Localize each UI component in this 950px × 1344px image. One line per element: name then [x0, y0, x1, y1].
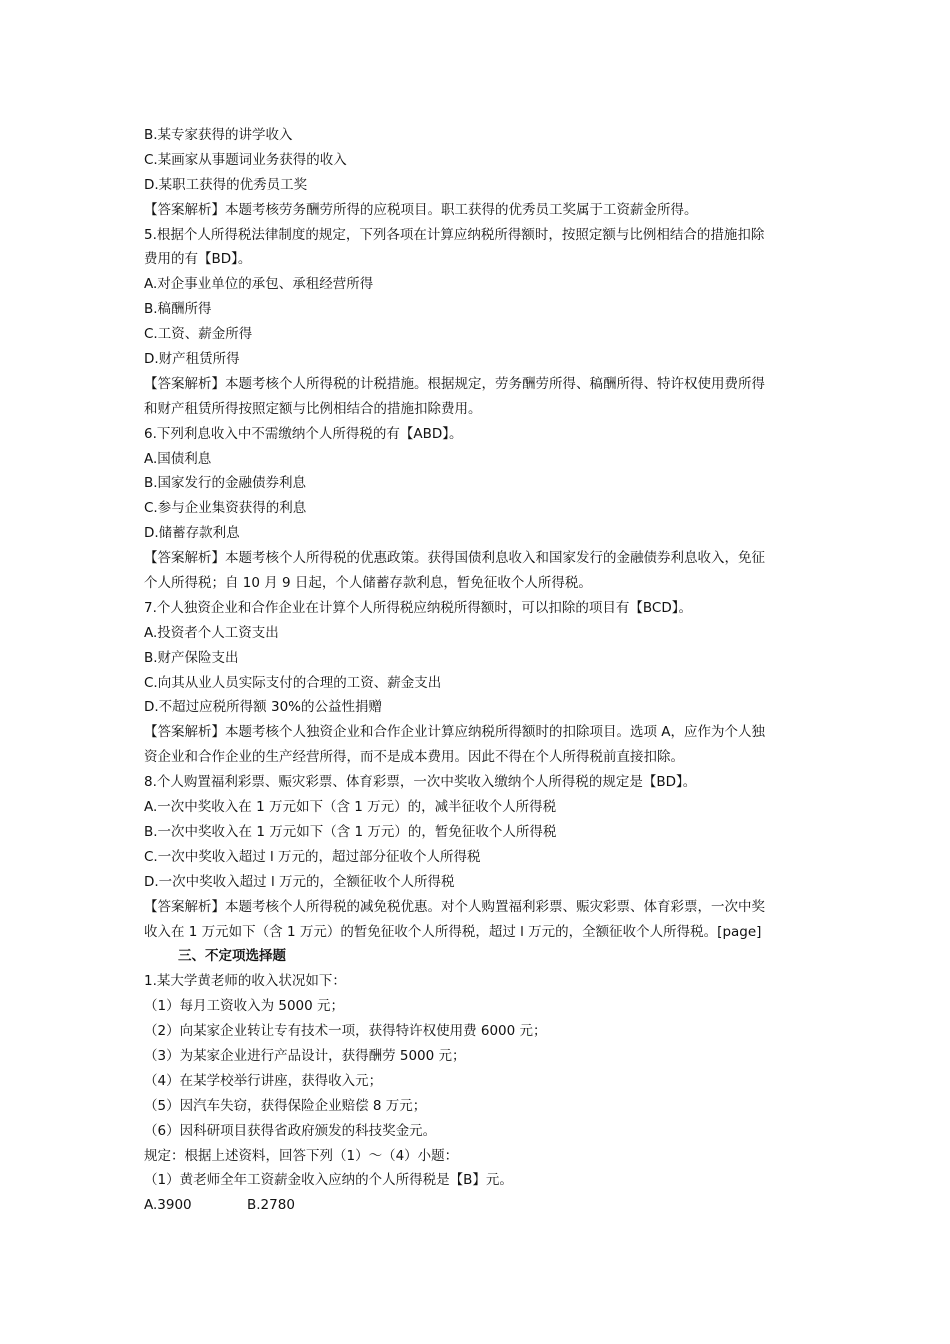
answer-explanation: 【答案解析】本题考核个人所得税的减免税优惠。对个人购置福利彩票、赈灾彩票、体育彩票，一次中奖	[144, 898, 765, 915]
case-intro: 1.某大学黄老师的收入状况如下：	[144, 973, 346, 990]
option-b: B.财产保险支出	[144, 649, 239, 666]
case-item: （1）每月工资收入为 5000 元；	[144, 998, 345, 1015]
case-item: （3）为某家企业进行产品设计，获得酬劳 5000 元；	[144, 1047, 466, 1064]
option-b: B.一次中奖收入在 1 万元如下（含 1 万元）的，暂免征收个人所得税	[144, 823, 557, 840]
options-row	[144, 1193, 812, 1218]
answer-explanation: 【答案解析】本题考核个人独资企业和合作企业计算应纳税所得额时的扣除项目。选项 A，应作为个人独	[144, 724, 766, 741]
case-item: （6）因科研项目获得省政府颁发的科技奖金元。	[144, 1122, 437, 1139]
case-requirement: 规定：根据上述资料，回答下列（1）～（4）小题：	[144, 1147, 459, 1164]
answer-explanation-cont: 和财产租赁所得按照定额与比例相结合的措施扣除费用。	[144, 400, 482, 417]
option-a: A.3900	[144, 1197, 192, 1214]
option-a: A.投资者个人工资支出	[144, 624, 279, 641]
option-b: B.稿酬所得	[144, 301, 212, 318]
option-c: C.一次中奖收入超过 l 万元的，超过部分征收个人所得税	[144, 848, 481, 865]
answer-explanation: 【答案解析】本题考核劳务酬劳所得的应税项目。职工获得的优秀员工奖属于工资薪金所得。	[144, 201, 698, 218]
case-item: （2）向某家企业转让专有技术一项，获得特许权使用费 6000 元；	[144, 1023, 547, 1040]
question-5-cont: 费用的有【BD】。	[144, 251, 252, 268]
option-a: A.国债利息	[144, 450, 212, 467]
option-d: D.储蓄存款利息	[144, 525, 240, 542]
answer-explanation-cont: 资企业和合作企业的生产经营所得，而不是成本费用。因此不得在个人所得税前直接扣除。	[144, 749, 684, 766]
document-page	[144, 123, 812, 1218]
answer-explanation-cont: 个人所得税；自 10 月 9 日起，个人储蓄存款利息，暂免征收个人所得税。	[144, 575, 592, 592]
answer-explanation-cont: 收入在 1 万元如下（含 1 万元）的暂免征收个人所得税，超过 l 万元的，全额征收个人所得税。[page]	[144, 923, 762, 940]
question-8: 8.个人购置福利彩票、赈灾彩票、体育彩票，一次中奖收入缴纳个人所得税的规定是【BD】。	[144, 774, 697, 791]
answer-explanation: 【答案解析】本题考核个人所得税的优惠政策。获得国债利息收入和国家发行的金融债券利息收入，免征	[144, 550, 765, 567]
answer-explanation: 【答案解析】本题考核个人所得税的计税措施。根据规定，劳务酬劳所得、稿酬所得、特许权使用费所得	[144, 375, 765, 392]
option-d: D.不超过应税所得额 30%的公益性捐赠	[144, 699, 382, 716]
section-title: 三、不定项选择题	[178, 948, 286, 965]
option-d: D.一次中奖收入超过 l 万元的，全额征收个人所得税	[144, 873, 455, 890]
question-6: 6.下列利息收入中不需缴纳个人所得税的有【ABD】。	[144, 425, 463, 442]
case-item: （4）在某学校举行讲座，获得收入元；	[144, 1072, 383, 1089]
option-a: A.对企事业单位的承包、承租经营所得	[144, 276, 374, 293]
option-c: C.工资、薪金所得	[144, 326, 253, 343]
sub-question-1: （1）黄老师全年工资薪金收入应纳的个人所得税是【B】元。	[144, 1172, 513, 1189]
option-c: C.参与企业集资获得的利息	[144, 500, 307, 517]
option-b: B.国家发行的金融债券利息	[144, 475, 307, 492]
option-d: D.财产租赁所得	[144, 351, 240, 368]
text-line: D.某职工获得的优秀员工奖	[144, 176, 308, 193]
option-c: C.向其从业人员实际支付的合理的工资、薪金支出	[144, 674, 442, 691]
text-line: C.某画家从事题词业务获得的收入	[144, 151, 347, 168]
question-5: 5.根据个人所得税法律制度的规定，下列各项在计算应纳税所得额时，按照定额与比例相结合的措施扣除	[144, 226, 765, 243]
case-item: （5）因汽车失窃，获得保险企业赔偿 8 万元；	[144, 1097, 427, 1114]
question-7: 7.个人独资企业和合作企业在计算个人所得税应纳税所得额时，可以扣除的项目有【BCD】。	[144, 599, 692, 616]
option-b: B.2780	[247, 1197, 295, 1214]
text-line: B.某专家获得的讲学收入	[144, 127, 293, 143]
option-a: A.一次中奖收入在 1 万元如下（含 1 万元）的，减半征收个人所得税	[144, 799, 557, 816]
